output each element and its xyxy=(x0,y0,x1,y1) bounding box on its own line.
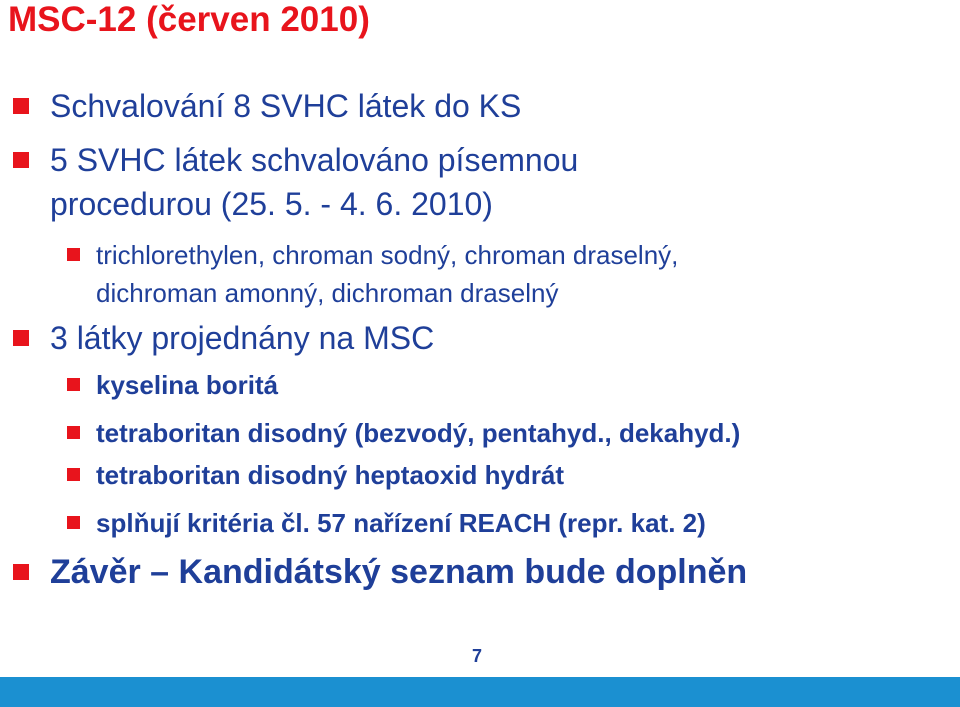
bullet-text-line2: procedurou (25. 5. - 4. 6. 2010) xyxy=(50,186,493,222)
bullet-item xyxy=(50,138,578,226)
bullet-square-icon xyxy=(67,468,80,481)
bullet-text-line1: trichlorethylen, chroman sodný, chroman draselný, xyxy=(96,240,679,270)
footer-bar xyxy=(0,677,960,707)
bullet-text: tetraboritan disodný heptaoxid hydrát xyxy=(96,460,565,490)
bullet-text: Závěr – Kandidátský seznam bude doplněn xyxy=(50,553,748,591)
bullet-item xyxy=(50,316,434,360)
bullet-text-line2: dichroman amonný, dichroman draselný xyxy=(96,278,559,308)
bullet-text: tetraboritan disodný (bezvodý, pentahyd., dekahyd.) xyxy=(96,418,741,448)
sub-bullet-item xyxy=(96,414,740,452)
slide-title: MSC-12 (červen 2010) xyxy=(8,0,370,39)
sub-bullet-item xyxy=(96,236,678,312)
bullet-square-icon xyxy=(67,248,80,261)
bullet-text: 3 látky projednány na MSC xyxy=(50,320,435,356)
bullet-text-line1: 5 SVHC látek schvalováno písemnou xyxy=(50,142,579,178)
bullet-square-icon xyxy=(13,330,29,346)
sub-bullet-item xyxy=(96,504,706,542)
bullet-square-icon xyxy=(13,152,29,168)
bullet-square-icon xyxy=(13,564,29,580)
bullet-item xyxy=(50,550,747,594)
sub-bullet-item xyxy=(96,366,278,404)
page-number: 7 xyxy=(472,646,483,666)
sub-bullet-item xyxy=(96,456,564,494)
bullet-text: Schvalování 8 SVHC látek do KS xyxy=(50,88,522,124)
bullet-text: kyselina boritá xyxy=(96,370,279,400)
bullet-text: splňují kritéria čl. 57 nařízení REACH (repr. kat. 2) xyxy=(96,508,706,538)
bullet-square-icon xyxy=(67,516,80,529)
bullet-square-icon xyxy=(13,98,29,114)
bullet-item xyxy=(50,84,521,128)
bullet-square-icon xyxy=(67,426,80,439)
bullet-square-icon xyxy=(67,378,80,391)
